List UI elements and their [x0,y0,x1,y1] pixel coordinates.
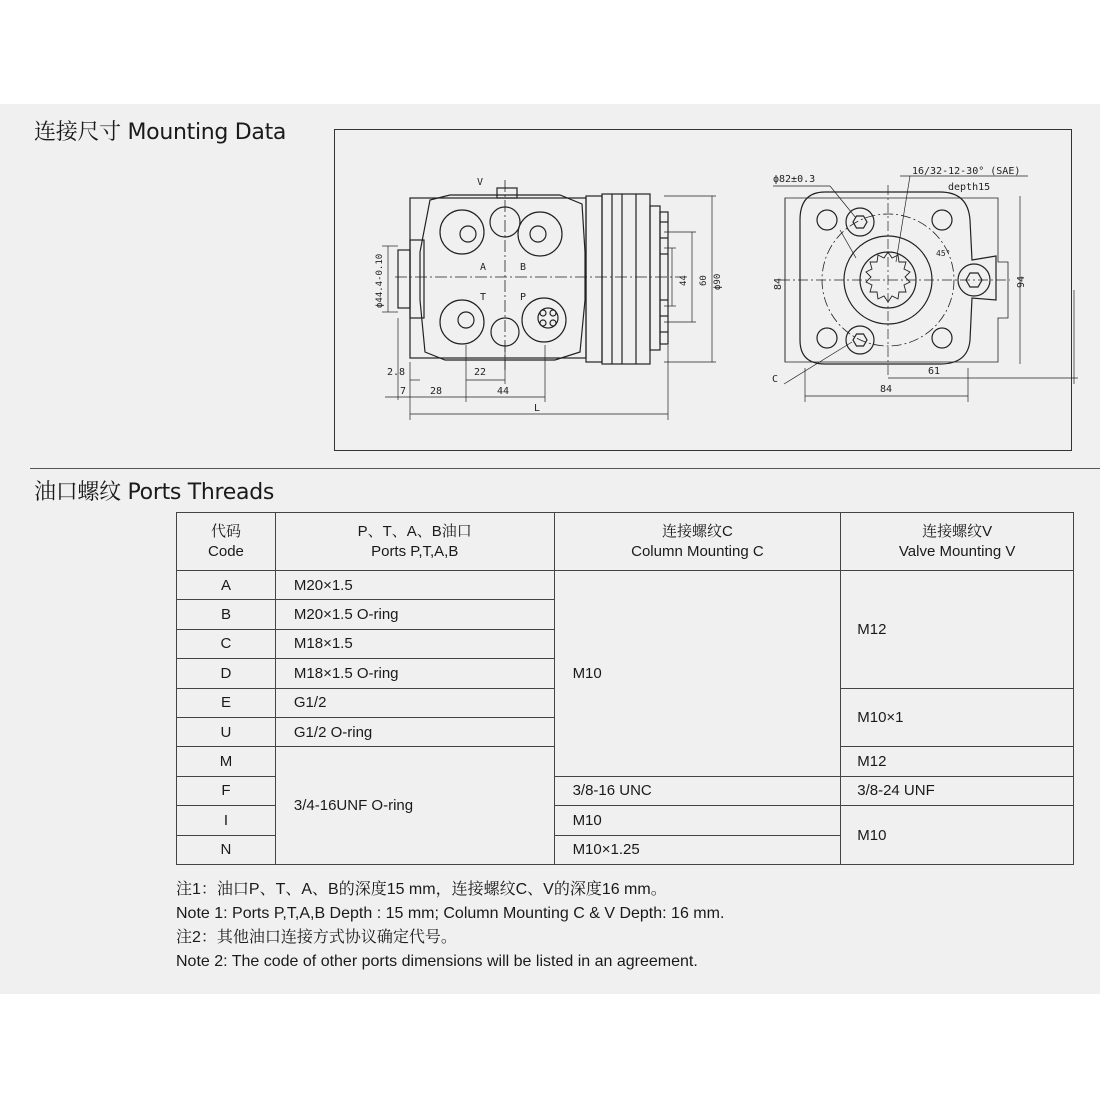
note-1-en: Note 1: Ports P,T,A,B Depth : 15 mm; Column Mounting C & V Depth: 16 mm. [176,905,725,922]
label-c: C [772,374,779,385]
port-thread-cell: G1/2 [275,688,554,717]
code-cell: E [177,688,276,717]
valve-thread-cell: 3/8-24 UNF [841,776,1074,805]
code-cell: N [177,835,276,864]
port-label-t: T [480,292,487,303]
code-cell: A [177,571,276,600]
dim-28: 28 [430,386,443,397]
dim-94: 94 [1016,275,1027,288]
note-1-zh: 注1：油口P、T、A、B的深度15 mm，连接螺纹C、V的深度16 mm。 [176,881,667,898]
header-valve-mounting: 连接螺纹V Valve Mounting V [841,513,1074,571]
valve-thread-cell: M12 [841,571,1074,689]
dim-84-horizontal: 84 [880,384,893,395]
dim-bolt-circle: ϕ82±0.3 [773,174,816,185]
dim-2-8: 2.8 [387,367,406,378]
header-code: 代码 Code [177,513,276,571]
mounting-data-title: 连接尺寸 Mounting Data [34,120,287,145]
dim-spline: 16/32-12-30° (SAE) [912,166,1021,177]
dim-angle: 45° [936,249,951,258]
note-2-en: Note 2: The code of other ports dimensions will be listed in an agreement. [176,953,698,970]
port-label-p: P [520,292,527,303]
valve-thread-cell: M10 [841,806,1074,865]
code-cell: M [177,747,276,776]
dim-44: 44 [497,386,510,397]
port-label-b: B [520,262,527,273]
dim-depth: depth15 [948,182,991,193]
port-thread-cell: G1/2 O-ring [275,717,554,746]
column-thread-cell: M10 [554,571,841,777]
dim-60: 60 [699,275,709,286]
notes-block [176,878,724,974]
code-cell: B [177,600,276,629]
port-thread-cell: M18×1.5 [275,629,554,658]
table-row [177,571,1074,600]
port-label-a: A [480,262,487,273]
header-column-mounting: 连接螺纹C Column Mounting C [554,513,841,571]
valve-thread-cell: M10×1 [841,688,1074,747]
port-thread-cell: M20×1.5 [275,571,554,600]
code-cell: D [177,659,276,688]
ports-threads-title: 油口螺纹 Ports Threads [34,480,275,505]
code-cell: F [177,776,276,805]
code-cell: I [177,806,276,835]
ports-threads-table [176,512,1074,865]
code-cell: C [177,629,276,658]
column-thread-cell: 3/8-16 UNC [554,776,841,805]
table-header-row [177,513,1074,571]
valve-thread-cell: M12 [841,747,1074,776]
dim-flange-dia: ϕ44.4-0.10 [375,253,385,308]
section-divider [30,468,1100,469]
mounting-drawing-frame [334,129,1072,451]
port-label-v: V [477,177,484,188]
column-thread-cell: M10 [554,806,841,835]
note-2-zh: 注2：其他油口连接方式协议确定代号。 [176,929,457,946]
dim-90: ϕ90 [713,273,723,290]
dim-61: 61 [928,366,941,377]
dim-84-vertical: 84 [773,277,784,290]
dim-22: 22 [474,367,487,378]
code-cell: U [177,717,276,746]
dim-44-vertical: 44 [679,275,689,286]
dim-7: 7 [400,386,407,397]
port-thread-cell: 3/4-16UNF O-ring [275,747,554,865]
port-thread-cell: M20×1.5 O-ring [275,600,554,629]
header-ports: P、T、A、B油口 Ports P,T,A,B [275,513,554,571]
dim-L: L [534,403,541,414]
column-thread-cell: M10×1.25 [554,835,841,864]
port-thread-cell: M18×1.5 O-ring [275,659,554,688]
